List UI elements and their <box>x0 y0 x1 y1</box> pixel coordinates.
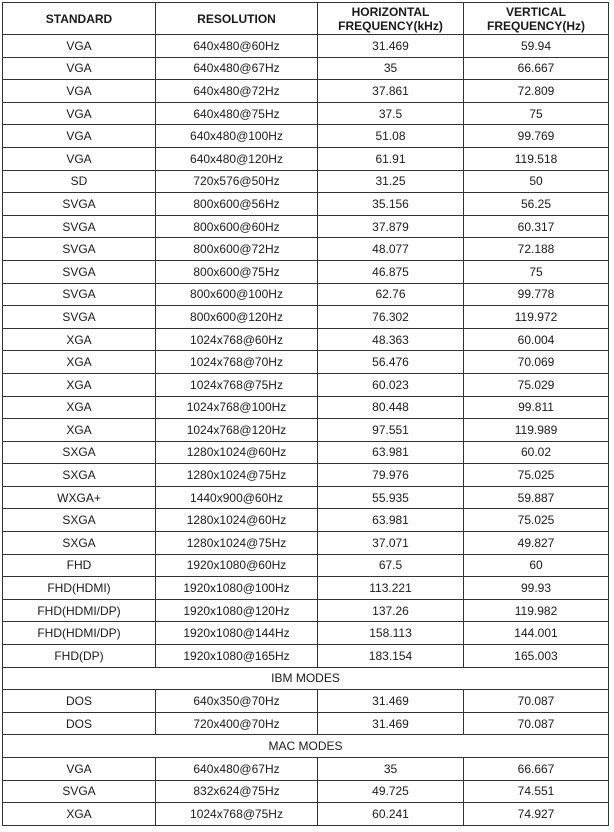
cell-vertical: 66.667 <box>464 758 609 781</box>
cell-vertical: 74.927 <box>464 803 609 826</box>
table-row <box>3 238 609 261</box>
cell-vertical: 99.811 <box>464 396 609 419</box>
cell-resolution: 1920x1080@120Hz <box>156 599 318 622</box>
cell-resolution: 800x600@72Hz <box>156 238 318 261</box>
table-row <box>3 306 609 329</box>
cell-standard: VGA <box>3 35 156 58</box>
cell-horizontal: 61.91 <box>318 147 464 170</box>
table-row <box>3 712 609 735</box>
ibm-modes-section-row <box>3 667 609 690</box>
cell-standard: VGA <box>3 102 156 125</box>
cell-vertical: 99.93 <box>464 577 609 600</box>
cell-vertical: 50 <box>464 170 609 193</box>
cell-vertical: 59.887 <box>464 486 609 509</box>
cell-resolution: 640x480@100Hz <box>156 125 318 148</box>
cell-standard: XGA <box>3 351 156 374</box>
table-row <box>3 419 609 442</box>
cell-resolution: 1280x1024@75Hz <box>156 464 318 487</box>
cell-resolution: 640x480@120Hz <box>156 147 318 170</box>
table-row <box>3 441 609 464</box>
cell-standard: SXGA <box>3 509 156 532</box>
cell-vertical: 99.778 <box>464 283 609 306</box>
table-row <box>3 57 609 80</box>
cell-horizontal: 51.08 <box>318 125 464 148</box>
cell-vertical: 60.317 <box>464 215 609 238</box>
cell-resolution: 800x600@75Hz <box>156 260 318 283</box>
cell-resolution: 1024x768@75Hz <box>156 803 318 826</box>
cell-standard: SVGA <box>3 215 156 238</box>
table-row <box>3 690 609 713</box>
table-row <box>3 328 609 351</box>
cell-standard: XGA <box>3 396 156 419</box>
cell-horizontal: 48.363 <box>318 328 464 351</box>
table-body <box>3 35 609 826</box>
table-row <box>3 215 609 238</box>
cell-horizontal: 37.879 <box>318 215 464 238</box>
header-horizontal-line1: HORIZONTAL <box>351 4 430 19</box>
cell-horizontal: 60.241 <box>318 803 464 826</box>
header-horizontal-line2: FREQUENCY(kHz) <box>338 18 443 33</box>
table-row <box>3 351 609 374</box>
cell-horizontal: 80.448 <box>318 396 464 419</box>
cell-resolution: 1920x1080@165Hz <box>156 645 318 668</box>
cell-resolution: 1920x1080@100Hz <box>156 577 318 600</box>
cell-vertical: 74.551 <box>464 780 609 803</box>
cell-standard: XGA <box>3 419 156 442</box>
cell-horizontal: 79.976 <box>318 464 464 487</box>
table-row <box>3 147 609 170</box>
cell-standard: SXGA <box>3 464 156 487</box>
cell-resolution: 640x480@67Hz <box>156 758 318 781</box>
table-row <box>3 193 609 216</box>
mac-modes-section-title: MAC MODES <box>3 735 609 758</box>
table-row <box>3 645 609 668</box>
cell-horizontal: 49.725 <box>318 780 464 803</box>
cell-horizontal: 35 <box>318 758 464 781</box>
cell-vertical: 49.827 <box>464 532 609 555</box>
cell-resolution: 1024x768@70Hz <box>156 351 318 374</box>
mac-modes-section-row <box>3 735 609 758</box>
cell-horizontal: 60.023 <box>318 373 464 396</box>
cell-standard: FHD(HDMI/DP) <box>3 599 156 622</box>
cell-vertical: 119.982 <box>464 599 609 622</box>
cell-horizontal: 158.113 <box>318 622 464 645</box>
cell-standard: WXGA+ <box>3 486 156 509</box>
timing-table <box>2 2 609 826</box>
table-row <box>3 283 609 306</box>
cell-vertical: 99.769 <box>464 125 609 148</box>
cell-standard: XGA <box>3 328 156 351</box>
cell-horizontal: 31.25 <box>318 170 464 193</box>
header-horizontal-frequency <box>318 3 464 35</box>
table-row <box>3 577 609 600</box>
table-row <box>3 622 609 645</box>
cell-resolution: 640x480@75Hz <box>156 102 318 125</box>
cell-resolution: 800x600@60Hz <box>156 215 318 238</box>
cell-horizontal: 48.077 <box>318 238 464 261</box>
cell-vertical: 165.003 <box>464 645 609 668</box>
cell-standard: VGA <box>3 57 156 80</box>
cell-resolution: 1024x768@60Hz <box>156 328 318 351</box>
ibm-modes-section-title: IBM MODES <box>3 667 609 690</box>
cell-vertical: 70.087 <box>464 712 609 735</box>
table-row <box>3 35 609 58</box>
cell-resolution: 1440x900@60Hz <box>156 486 318 509</box>
table-row <box>3 803 609 826</box>
cell-vertical: 75 <box>464 102 609 125</box>
header-resolution: RESOLUTION <box>156 3 318 35</box>
cell-resolution: 640x480@67Hz <box>156 57 318 80</box>
cell-resolution: 1920x1080@60Hz <box>156 554 318 577</box>
cell-standard: SVGA <box>3 193 156 216</box>
cell-standard: SVGA <box>3 260 156 283</box>
cell-standard: XGA <box>3 803 156 826</box>
cell-vertical: 75.025 <box>464 464 609 487</box>
cell-horizontal: 97.551 <box>318 419 464 442</box>
table-row <box>3 125 609 148</box>
table-row <box>3 373 609 396</box>
cell-standard: VGA <box>3 80 156 103</box>
cell-vertical: 75.025 <box>464 509 609 532</box>
cell-resolution: 720x576@50Hz <box>156 170 318 193</box>
cell-horizontal: 183.154 <box>318 645 464 668</box>
header-vertical-frequency <box>464 3 609 35</box>
table-row <box>3 102 609 125</box>
cell-resolution: 800x600@100Hz <box>156 283 318 306</box>
table-row <box>3 599 609 622</box>
cell-standard: XGA <box>3 373 156 396</box>
header-vertical-line2: FREQUENCY(Hz) <box>487 18 585 33</box>
cell-resolution: 1280x1024@60Hz <box>156 509 318 532</box>
cell-horizontal: 37.861 <box>318 80 464 103</box>
cell-standard: SXGA <box>3 532 156 555</box>
cell-vertical: 119.972 <box>464 306 609 329</box>
cell-horizontal: 63.981 <box>318 441 464 464</box>
cell-standard: DOS <box>3 690 156 713</box>
cell-standard: FHD(DP) <box>3 645 156 668</box>
cell-vertical: 60.02 <box>464 441 609 464</box>
cell-standard: VGA <box>3 758 156 781</box>
cell-horizontal: 31.469 <box>318 712 464 735</box>
cell-horizontal: 31.469 <box>318 690 464 713</box>
table-row <box>3 758 609 781</box>
cell-horizontal: 76.302 <box>318 306 464 329</box>
cell-vertical: 60.004 <box>464 328 609 351</box>
cell-horizontal: 37.5 <box>318 102 464 125</box>
table-header <box>3 3 609 35</box>
cell-resolution: 800x600@120Hz <box>156 306 318 329</box>
cell-resolution: 1280x1024@75Hz <box>156 532 318 555</box>
cell-vertical: 119.518 <box>464 147 609 170</box>
cell-resolution: 640x480@72Hz <box>156 80 318 103</box>
header-vertical-line1: VERTICAL <box>506 4 566 19</box>
cell-resolution: 800x600@56Hz <box>156 193 318 216</box>
cell-standard: FHD(HDMI/DP) <box>3 622 156 645</box>
cell-standard: SVGA <box>3 238 156 261</box>
cell-horizontal: 56.476 <box>318 351 464 374</box>
cell-vertical: 56.25 <box>464 193 609 216</box>
table-row <box>3 780 609 803</box>
table-row <box>3 464 609 487</box>
cell-vertical: 72.809 <box>464 80 609 103</box>
cell-vertical: 144.001 <box>464 622 609 645</box>
cell-standard: SVGA <box>3 283 156 306</box>
cell-vertical: 75 <box>464 260 609 283</box>
cell-resolution: 1024x768@75Hz <box>156 373 318 396</box>
cell-resolution: 1920x1080@144Hz <box>156 622 318 645</box>
table-row <box>3 170 609 193</box>
cell-horizontal: 137.26 <box>318 599 464 622</box>
cell-standard: VGA <box>3 125 156 148</box>
cell-horizontal: 67.5 <box>318 554 464 577</box>
cell-vertical: 66.667 <box>464 57 609 80</box>
cell-standard: SVGA <box>3 306 156 329</box>
cell-resolution: 832x624@75Hz <box>156 780 318 803</box>
cell-horizontal: 35 <box>318 57 464 80</box>
cell-standard: SVGA <box>3 780 156 803</box>
table-row <box>3 396 609 419</box>
cell-horizontal: 63.981 <box>318 509 464 532</box>
table-row <box>3 260 609 283</box>
cell-horizontal: 113.221 <box>318 577 464 600</box>
cell-resolution: 720x400@70Hz <box>156 712 318 735</box>
header-standard: STANDARD <box>3 3 156 35</box>
cell-standard: DOS <box>3 712 156 735</box>
table-row <box>3 554 609 577</box>
cell-standard: SD <box>3 170 156 193</box>
cell-standard: FHD(HDMI) <box>3 577 156 600</box>
cell-vertical: 60 <box>464 554 609 577</box>
cell-horizontal: 35.156 <box>318 193 464 216</box>
cell-vertical: 72.188 <box>464 238 609 261</box>
table-row <box>3 532 609 555</box>
cell-resolution: 640x350@70Hz <box>156 690 318 713</box>
table-row <box>3 80 609 103</box>
cell-resolution: 640x480@60Hz <box>156 35 318 58</box>
cell-horizontal: 55.935 <box>318 486 464 509</box>
cell-standard: VGA <box>3 147 156 170</box>
cell-resolution: 1024x768@100Hz <box>156 396 318 419</box>
cell-standard: FHD <box>3 554 156 577</box>
table-row <box>3 509 609 532</box>
table-row <box>3 486 609 509</box>
cell-horizontal: 46.875 <box>318 260 464 283</box>
cell-resolution: 1280x1024@60Hz <box>156 441 318 464</box>
cell-horizontal: 37.071 <box>318 532 464 555</box>
header-row <box>3 3 609 35</box>
cell-vertical: 70.087 <box>464 690 609 713</box>
cell-vertical: 75.029 <box>464 373 609 396</box>
cell-horizontal: 62.76 <box>318 283 464 306</box>
cell-standard: SXGA <box>3 441 156 464</box>
cell-vertical: 59.94 <box>464 35 609 58</box>
cell-vertical: 119.989 <box>464 419 609 442</box>
cell-resolution: 1024x768@120Hz <box>156 419 318 442</box>
cell-vertical: 70.069 <box>464 351 609 374</box>
cell-horizontal: 31.469 <box>318 35 464 58</box>
